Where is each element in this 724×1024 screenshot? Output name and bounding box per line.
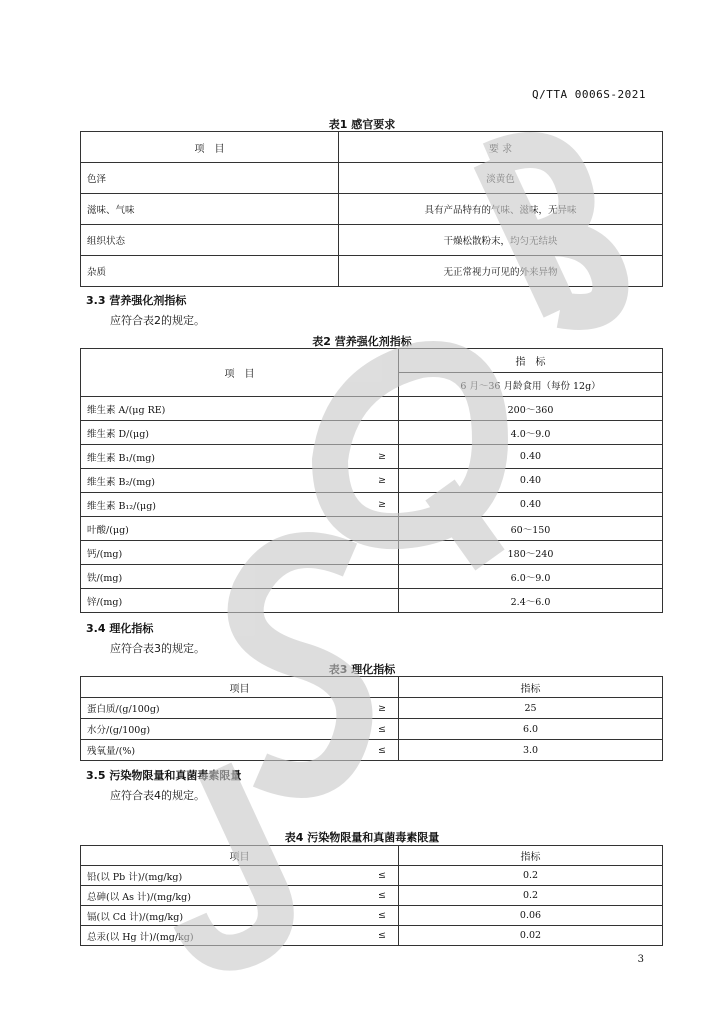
value-cell: 6.0～9.0 [399,565,663,589]
item-cell: 维生素 B₁/(mg) [81,445,345,469]
table-row [81,225,663,256]
table1 [80,131,663,287]
table-row [81,469,663,493]
table2 [80,348,663,613]
table-header-cell: 指标 [399,846,663,866]
table-row [81,541,663,565]
symbol-cell: ≥ [343,698,399,719]
item-cell: 叶酸/(μg) [81,517,345,541]
symbol-cell: ≤ [343,906,399,926]
item-cell: 色泽 [81,163,339,194]
value-cell: 25 [399,698,663,719]
symbol-cell [345,397,399,421]
table-row [81,698,663,719]
symbol-cell: ≤ [343,866,399,886]
value-cell: 0.06 [399,906,663,926]
symbol-cell [345,565,399,589]
item-cell: 铅(以 Pb 计)/(mg/kg) [81,866,343,886]
table3 [80,676,663,761]
value-cell: 200～360 [399,397,663,421]
symbol-cell [345,541,399,565]
item-cell: 杂质 [81,256,339,287]
item-cell: 总汞(以 Hg 计)/(mg/kg) [81,926,343,946]
table4 [80,845,663,946]
value-cell: 淡黄色 [339,163,663,194]
value-cell: 4.0～9.0 [399,421,663,445]
table-header-row [81,846,663,866]
table3-caption: 表3 理化指标 [328,663,396,676]
table-row [81,517,663,541]
table-row [81,589,663,613]
value-cell: 干燥松散粉末，均匀无结块 [339,225,663,256]
symbol-cell: ≥ [345,493,399,517]
table-row [81,906,663,926]
table-row [81,256,663,287]
symbol-cell: ≤ [343,719,399,740]
table-header-cell: 项 目 [81,132,339,163]
table-row [81,719,663,740]
table-row [81,194,663,225]
item-cell: 滋味、气味 [81,194,339,225]
table4-caption: 表4 污染物限量和真菌毒素限量 [284,831,440,844]
table-header-cell: 项目 [81,677,399,698]
table-row [81,397,663,421]
standard-code: Q/TTA 0006S-2021 [532,88,646,101]
table-header-cell: 指 标 [399,349,663,373]
value-cell: 0.02 [399,926,663,946]
symbol-cell: ≤ [343,926,399,946]
item-cell: 残氧量/(%) [81,740,343,761]
symbol-cell [345,589,399,613]
section-heading: 3.5 污染物限量和真菌毒素限量 [86,769,242,782]
value-cell: 0.2 [399,886,663,906]
section-text: 应符合表2的规定。 [110,314,205,327]
table-header-row [81,132,663,163]
value-cell: 6.0 [399,719,663,740]
item-cell: 钙/(mg) [81,541,345,565]
value-cell: 具有产品特有的气味、滋味，无异味 [339,194,663,225]
symbol-cell: ≥ [345,469,399,493]
table-header-cell: 指标 [399,677,663,698]
section-text: 应符合表4的规定。 [110,789,205,802]
table-row [81,493,663,517]
table-row [81,163,663,194]
table-row [81,445,663,469]
item-cell: 镉(以 Cd 计)/(mg/kg) [81,906,343,926]
table-row [81,565,663,589]
item-cell: 总砷(以 As 计)/(mg/kg) [81,886,343,906]
value-cell: 0.40 [399,469,663,493]
table-header-cell: 项目 [81,846,399,866]
table-row [81,886,663,906]
table-header-row [81,677,663,698]
value-cell: 2.4～6.0 [399,589,663,613]
table2-caption: 表2 营养强化剂指标 [312,335,412,348]
item-cell: 维生素 B₁₂/(μg) [81,493,345,517]
symbol-cell: ≤ [343,886,399,906]
value-cell: 180～240 [399,541,663,565]
table-header-cell: 要 求 [339,132,663,163]
section-text: 应符合表3的规定。 [110,642,205,655]
symbol-cell [345,421,399,445]
symbol-cell: ≤ [343,740,399,761]
table-row [81,926,663,946]
table-row [81,421,663,445]
item-cell: 蛋白质/(g/100g) [81,698,343,719]
symbol-cell: ≥ [345,445,399,469]
value-cell: 0.2 [399,866,663,886]
section-heading: 3.3 营养强化剂指标 [86,294,187,307]
table-row [81,866,663,886]
table-header-row [81,349,663,373]
value-cell: 0.40 [399,493,663,517]
item-cell: 维生素 A/(μg RE) [81,397,345,421]
value-cell: 0.40 [399,445,663,469]
value-cell: 3.0 [399,740,663,761]
item-cell: 组织状态 [81,225,339,256]
table-subheader-cell: 6 月～36 月龄食用（每份 12g） [399,373,663,397]
value-cell: 无正常视力可见的外来异物 [339,256,663,287]
item-cell: 维生素 D/(μg) [81,421,345,445]
item-cell: 锌/(mg) [81,589,345,613]
item-cell: 水分/(g/100g) [81,719,343,740]
value-cell: 60～150 [399,517,663,541]
table-header-cell: 项 目 [81,349,399,397]
table-row [81,740,663,761]
symbol-cell [345,517,399,541]
item-cell: 铁/(mg) [81,565,345,589]
page-number: 3 [637,954,644,965]
section-heading: 3.4 理化指标 [86,622,154,635]
table1-caption: 表1 感官要求 [328,118,396,131]
item-cell: 维生素 B₂/(mg) [81,469,345,493]
